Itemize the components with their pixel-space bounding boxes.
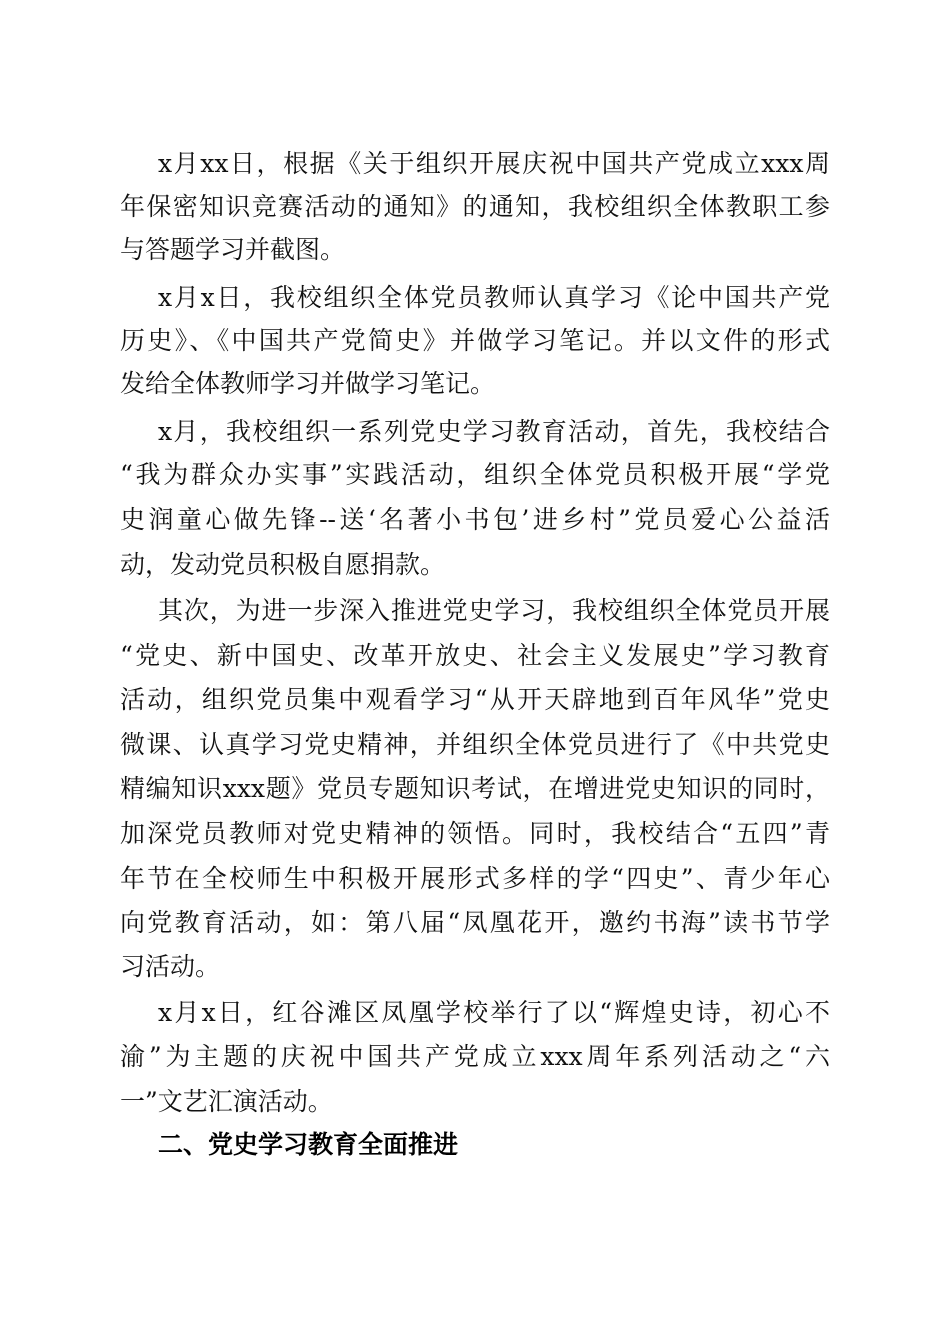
paragraph-2-line-3: 发给全体教师学习并做学习笔记。 [120, 369, 496, 398]
paragraph-1-line-2: 年保密知识竞赛活动的通知》的通知，我校组织全体教职工参 [120, 192, 830, 221]
paragraph-4-line-5: 精编知识xxx题》党员专题知识考试，在增进党史知识的同时， [120, 774, 830, 803]
paragraph-1-line-1: x月xx日，根据《关于组织开展庆祝中国共产党成立xxx周 [158, 149, 830, 178]
paragraph-4-line-8: 向党教育活动，如：第八届“凤凰花开，邀约书海”读书节学 [120, 908, 830, 937]
paragraph-4-line-6: 加深党员教师对党史精神的领悟。同时，我校结合“五四”青 [120, 819, 830, 848]
paragraph-4-line-4: 微课、认真学习党史精神，并组织全体党员进行了《中共党史 [120, 730, 830, 759]
paragraph-5-line-2: 渝”为主题的庆祝中国共产党成立xxx周年系列活动之“六 [120, 1042, 830, 1071]
paragraph-1-line-3: 与答题学习并截图。 [120, 235, 346, 264]
paragraph-4-line-1: 其次，为进一步深入推进党史学习，我校组织全体党员开展 [158, 596, 830, 625]
paragraph-5-line-1: x月x日，红谷滩区凤凰学校举行了以“辉煌史诗，初心不 [158, 998, 830, 1027]
paragraph-4-line-3: 活动，组织党员集中观看学习“从开天辟地到百年风华”党史 [120, 685, 830, 714]
paragraph-2-line-1: x月x日，我校组织全体党员教师认真学习《论中国共产党 [158, 283, 830, 312]
paragraph-4-line-7: 年节在全校师生中积极开展形式多样的学“四史”、青少年心 [120, 864, 830, 893]
paragraph-4-line-2: “党史、新中国史、改革开放史、社会主义发展史”学习教育 [120, 641, 830, 670]
paragraph-3-line-3: 史润童心做先锋--送‘名著小书包’进乡村”党员爱心公益活 [120, 505, 830, 534]
paragraph-3-line-2: “我为群众办实事”实践活动，组织全体党员积极开展“学党 [120, 460, 830, 489]
paragraph-5-line-3: 一”文艺汇演活动。 [120, 1087, 333, 1116]
paragraph-3-line-4: 动，发动党员积极自愿捐款。 [120, 550, 446, 579]
section-heading: 二、党史学习教育全面推进 [158, 1130, 459, 1159]
paragraph-2-line-2: 历史》、《中国共产党简史》并做学习笔记。并以文件的形式 [120, 326, 830, 355]
paragraph-3-line-1: x月，我校组织一系列党史学习教育活动，首先，我校结合 [158, 417, 830, 446]
paragraph-4-line-9: 习活动。 [120, 952, 221, 981]
